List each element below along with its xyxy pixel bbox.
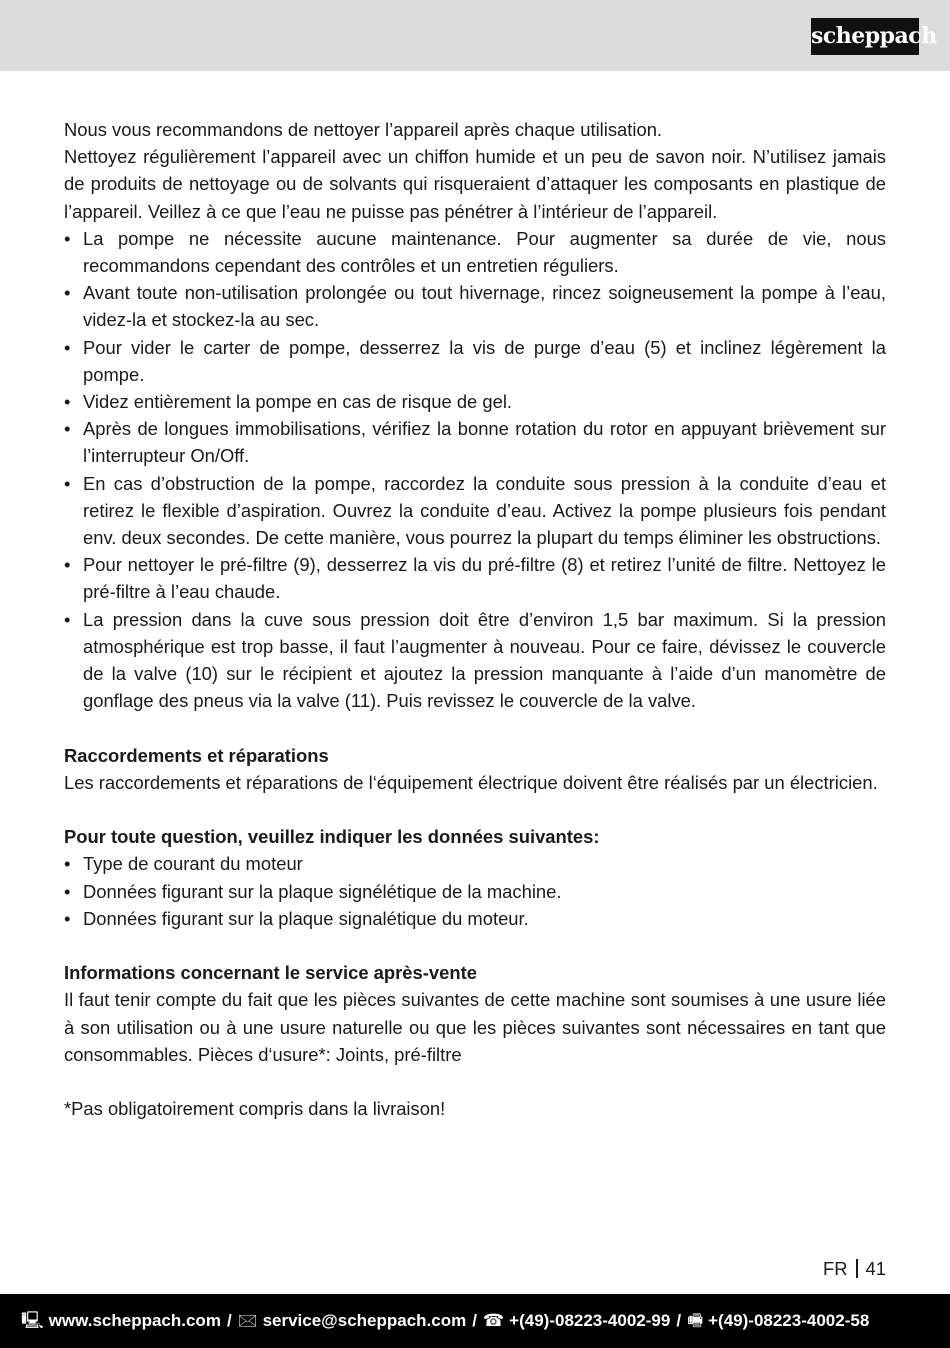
footer-fax: +(49)-08223-4002-58 bbox=[708, 1311, 870, 1330]
spacer bbox=[64, 932, 886, 959]
computer-icon: 🖳 bbox=[21, 1311, 44, 1330]
spacer bbox=[64, 1068, 886, 1095]
scheppach-logo: scheppach bbox=[811, 18, 919, 55]
bullet-icon: • bbox=[64, 227, 71, 249]
list-item bbox=[64, 388, 886, 415]
footer-phone[interactable]: +(49)-08223-4002-99 bbox=[509, 1311, 671, 1330]
bullet-icon: • bbox=[64, 282, 71, 304]
bullet-icon: • bbox=[64, 391, 71, 413]
footer-separator: / bbox=[226, 1311, 232, 1330]
list-item-text: La pompe ne nécessite aucune maintenance. Pour augmenter sa durée de vie, nous recommandons cependant des contrôles et un entretien réguliers. bbox=[83, 227, 886, 277]
spacer bbox=[64, 714, 886, 741]
page-content bbox=[64, 116, 886, 1122]
list-item-text: Données figurant sur la plaque signalétique du moteur. bbox=[83, 907, 529, 929]
list-item-text: Après de longues immobilisations, vérifiez la bonne rotation du rotor en appuyant brièvement sur l’interrupteur On/Off. bbox=[83, 418, 886, 467]
service-paragraph: Il faut tenir compte du fait que les pièces suivantes de cette machine sont soumises à une usure liée à son utilisation ou à une usure naturelle ou que les pièces suivantes sont nécessaires en tant que consommables. Pièces d‘usure*: Joints, pré-filtre bbox=[64, 989, 886, 1065]
list-item bbox=[64, 905, 886, 932]
bullet-icon: • bbox=[64, 853, 71, 875]
page-number-value: 41 bbox=[865, 1258, 886, 1279]
questions-list bbox=[64, 850, 886, 932]
section-heading-service: Informations concernant le service après-vente bbox=[64, 962, 477, 984]
page-number-divider bbox=[856, 1259, 858, 1278]
bullet-icon: • bbox=[64, 554, 71, 576]
bullet-icon: • bbox=[64, 608, 71, 630]
spacer bbox=[64, 796, 886, 823]
page-language: FR bbox=[823, 1258, 848, 1279]
list-item bbox=[64, 470, 886, 552]
bullet-icon: • bbox=[64, 907, 71, 929]
list-item-text: Pour nettoyer le pré-filtre (9), desserrez la vis du pré-filtre (8) et retirez l’unité de filtre. Nettoyez le pré-filtre à l’eau chaude. bbox=[83, 554, 886, 603]
list-item bbox=[64, 415, 886, 469]
fax-icon: 🖷 bbox=[687, 1311, 704, 1330]
list-item bbox=[64, 334, 886, 388]
bullet-icon: • bbox=[64, 472, 71, 494]
list-item-text: Données figurant sur la plaque signélétique de la machine. bbox=[83, 880, 562, 902]
footer-website-link[interactable]: www.scheppach.com bbox=[48, 1311, 221, 1330]
header-bar bbox=[0, 0, 950, 71]
list-item bbox=[64, 878, 886, 905]
list-item-text: Pour vider le carter de pompe, desserrez la vis de purge d’eau (5) et inclinez légèrement la pompe. bbox=[83, 336, 886, 385]
list-item-text: La pression dans la cuve sous pression doit être d’environ 1,5 bar maximum. Si la pression atmosphérique est trop basse, il faut l’augmenter à nouveau. Pour ce faire, dévissez le couvercle de la valve (10) sur le récipient et ajoutez la pression manquante à l’aide d’un manomètre de gonflage des pneus via la valve (11). Puis revissez le couvercle de la valve. bbox=[83, 608, 886, 712]
bullet-icon: • bbox=[64, 880, 71, 902]
intro-paragraph-2: Nettoyez régulièrement l’appareil avec un chiffon humide et un peu de savon noir. N’utilisez jamais de produits de nettoyage ou de solvants qui risqueraient d’attaquer les composants en plastique de l’appareil. Veillez à ce que l’eau ne puisse pas pénétrer à l’intérieur de l’appareil. bbox=[64, 146, 886, 222]
list-item bbox=[64, 225, 886, 279]
footer-bar bbox=[0, 1294, 950, 1348]
list-item-text: Videz entièrement la pompe en cas de risque de gel. bbox=[83, 391, 513, 413]
footnote: *Pas obligatoirement compris dans la livraison! bbox=[64, 1098, 446, 1120]
section-heading-questions: Pour toute question, veuillez indiquer les données suivantes: bbox=[64, 826, 600, 848]
list-item-text: Type de courant du moteur bbox=[83, 853, 303, 875]
list-item bbox=[64, 850, 886, 877]
maintenance-list bbox=[64, 225, 886, 715]
bullet-icon: • bbox=[64, 336, 71, 358]
intro-paragraph-1: Nous vous recommandons de nettoyer l’appareil après chaque utilisation. bbox=[64, 119, 663, 140]
list-item bbox=[64, 279, 886, 333]
footer-contacts bbox=[21, 1294, 869, 1348]
section-heading-repairs: Raccordements et réparations bbox=[64, 744, 329, 766]
list-item-text: Avant toute non-utilisation prolongée ou tout hivernage, rincez soigneusement la pompe à l’eau, videz-la et stockez-la au sec. bbox=[83, 282, 886, 331]
phone-icon: ☎ bbox=[482, 1311, 505, 1330]
footer-separator: / bbox=[472, 1311, 477, 1330]
list-item-text: En cas d’obstruction de la pompe, raccordez la conduite sous pression à la conduite d’eau et retirez le flexible d’aspiration. Ouvrez la conduite d’eau. Activez la pompe plusieurs fois pendant env. deux secondes. De cette manière, vous pourrez la plupart du temps éliminer les obstructions. bbox=[83, 472, 886, 549]
list-item bbox=[64, 551, 886, 605]
footer-email-link[interactable]: service@scheppach.com bbox=[262, 1311, 467, 1330]
footer-separator: / bbox=[676, 1311, 682, 1330]
envelope-icon: 🖂 bbox=[237, 1311, 258, 1330]
repairs-paragraph: Les raccordements et réparations de l‘équipement électrique doivent être réalisés par un électricien. bbox=[64, 771, 878, 793]
list-item bbox=[64, 606, 886, 715]
bullet-icon: • bbox=[64, 418, 71, 440]
page-number bbox=[823, 1257, 886, 1281]
